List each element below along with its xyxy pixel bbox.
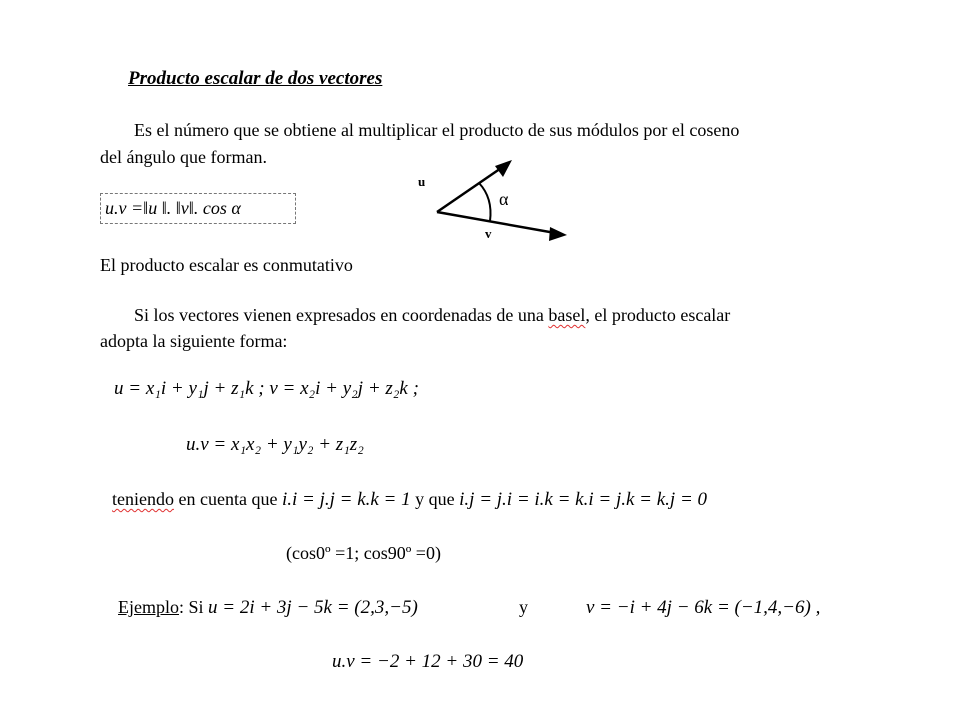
cos-note: (cos0º =1; cos90º =0) (286, 543, 441, 563)
example-u-formula: u = 2i + 3j − 5k = (2,3,−5) (208, 597, 418, 618)
label-v: v (485, 226, 492, 241)
teniendo-rest: en cuenta que (173, 489, 282, 509)
example-si: : Si (179, 597, 209, 617)
definition-formula-box (100, 193, 296, 224)
commutative-text: El producto escalar es conmutativo (100, 255, 353, 275)
label-u: u (418, 174, 426, 189)
page-title: Producto escalar de dos vectores (128, 68, 383, 89)
vector-v-line (437, 212, 561, 234)
coords-line-1-post: , el producto escalar (585, 305, 731, 325)
dot-product-formula: u.v = x₁x₂ + y₁y₂ + z₁z₂ (186, 434, 364, 455)
label-alpha: α (499, 189, 509, 209)
example-result: u.v = −2 + 12 + 30 = 40 (332, 651, 524, 672)
y-que: y que (410, 489, 460, 509)
coords-line-2: adopta la siguiente forma: (100, 331, 288, 351)
example-v-formula: v = −i + 4j − 6k = (−1,4,−6) , (586, 597, 821, 618)
vectors-formula: u = x₁i + y₁j + z₁k ; v = x₂i + y₂j + z₂k ; (114, 378, 419, 399)
spellcheck-word-basel: basel (548, 305, 586, 325)
example-line (118, 597, 418, 619)
intro-line-1: Es el número que se obtiene al multiplicar el producto de sus módulos por el coseno (134, 120, 740, 140)
vector-v-arrowhead (549, 227, 567, 241)
example-y: y (519, 597, 528, 617)
definition-formula: u.v =‖u ‖. ‖v‖. cos α (105, 198, 241, 218)
coords-line-1 (134, 305, 730, 326)
teniendo-line (112, 489, 707, 511)
unit-vectors-formula: i.i = j.j = k.k = 1 (281, 489, 411, 510)
coords-line-1-pre: Si los vectores vienen expresados en coordenadas de una (134, 305, 549, 325)
angle-arc (479, 183, 491, 221)
vector-angle-diagram (415, 150, 575, 245)
vector-u-arrowhead (495, 160, 512, 177)
intro-line-2: del ángulo que forman. (100, 147, 267, 167)
vector-u-line (437, 164, 507, 212)
orthogonal-formula: i.j = j.i = i.k = k.i = j.k = k.j = 0 (459, 489, 708, 510)
example-label: Ejemplo (118, 597, 179, 617)
spellcheck-word-teniendo: teniendo (112, 489, 174, 509)
